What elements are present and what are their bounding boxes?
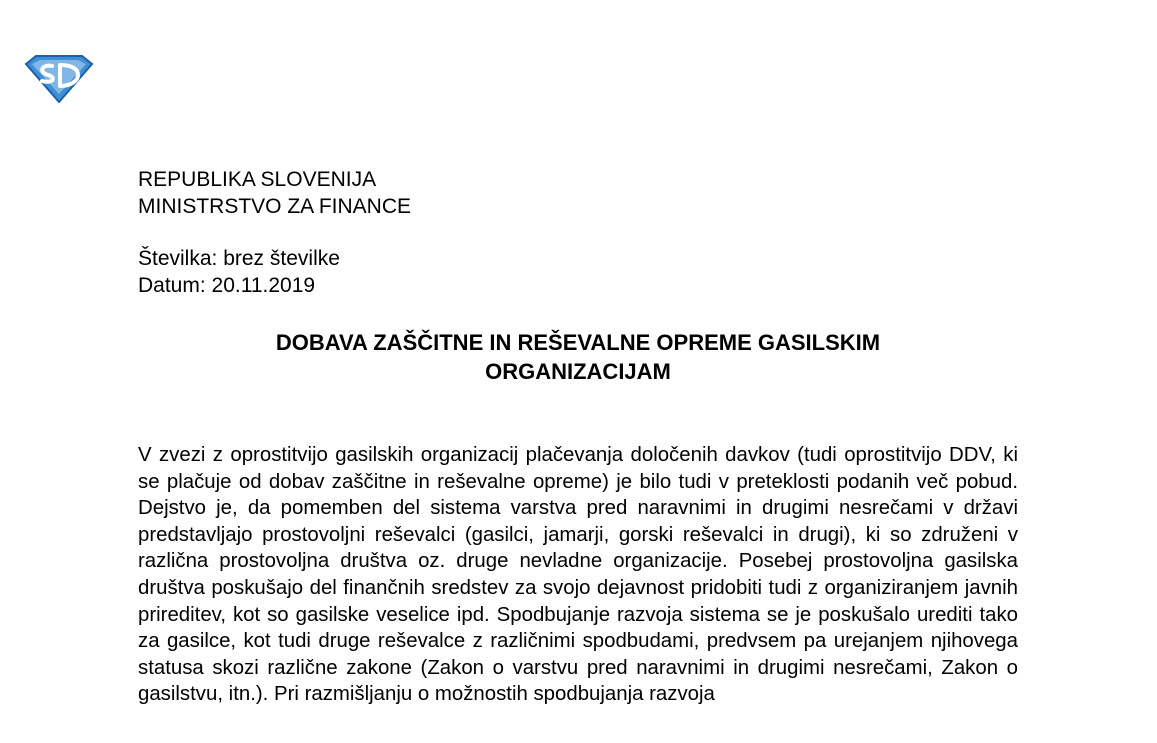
document-meta (138, 245, 340, 299)
sd-coat-of-arms-icon (22, 50, 96, 104)
letterhead-country: REPUBLIKA SLOVENIJA (138, 168, 377, 191)
document-title-line-2: ORGANIZACIJAM (485, 359, 671, 384)
body-paragraph: V zvezi z oprostitvijo gasilskih organizacij plačevanja določenih davkov (tudi oprostitvijo DDV, ki se plačuje od dobav zaščitne in reševalne opreme) je bilo tudi v preteklosti podanih več pobud. Dejstvo je, da pomemben del sistema varstva pred naravnimi in drugimi nesrečami v državi predstavljajo prostovoljni reševalci (gasilci, jamarji, gorski reševalci in drugi), ki so združeni v različna prostovoljna društva oz. druge nevladne organizacije. Posebej prostovoljna gasilska društva poskušajo del finančnih sredstev za svojo dejavnost pridobiti tudi z organiziranjem javnih prireditev, kot so gasilske veselice ipd. Spodbujanje razvoja sistema se je poskušalo urediti tako za gasilce, kot tudi druge reševalce z različnimi spodbudami, predvsem pa urejanjem njihovega statusa skozi različne zakone (Zakon o varstvu pred naravnimi in drugimi nesrečami, Zakon o gasilstvu, itn.). Pri razmišljanju o možnostih spodbujanja razvoja (138, 444, 1018, 706)
document-title-line-1: DOBAVA ZAŠČITNE IN REŠEVALNE OPREME GASILSKIM (275, 330, 881, 355)
letterhead-ministry: MINISTRSTVO ZA FINANCE (138, 195, 412, 218)
document-title (138, 328, 1018, 386)
document-number: Številka: brez številke (138, 247, 340, 270)
document-date: Datum: 20.11.2019 (138, 274, 316, 297)
letterhead (138, 166, 411, 220)
